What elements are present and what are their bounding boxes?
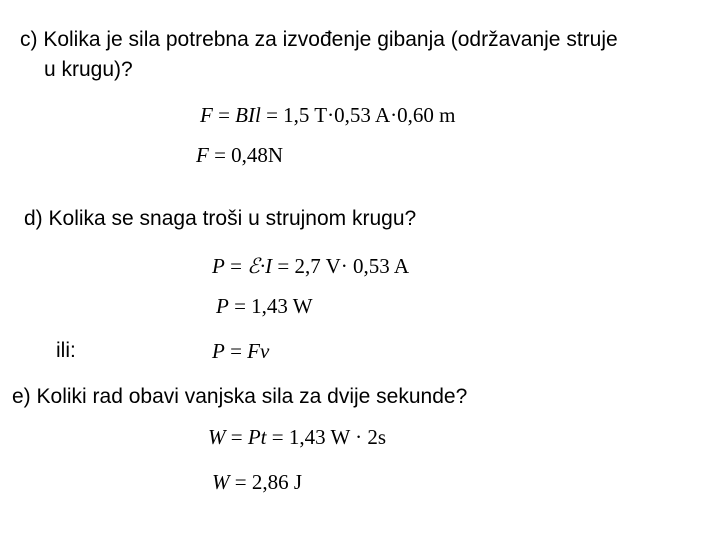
question-c-line1: c) Kolika je sila potrebna za izvođenje gibanja (održavanje struje: [20, 28, 618, 51]
formula-expression: Pt: [247, 425, 267, 449]
formula-expression: Fv: [247, 339, 270, 363]
question-e: e) Koliki rad obavi vanjska sila za dvije sekunde?: [12, 385, 468, 408]
formula-expression: ℰ·I: [247, 254, 273, 278]
formula-equals: =: [225, 425, 248, 449]
formula-power-calculation: [212, 253, 409, 279]
formula-values: = 1,43 W · 2s: [266, 425, 387, 449]
formula-force-result: [196, 142, 283, 168]
formula-values: = 2,7 V· 0,53 A: [272, 254, 410, 278]
formula-equals: =: [224, 254, 248, 278]
question-d: d) Kolika se snaga troši u strujnom krugu?: [24, 207, 417, 230]
formula-variable: F: [196, 143, 209, 167]
formula-work-calculation: [208, 424, 386, 450]
formula-variable: W: [212, 470, 230, 494]
formula-power-alternative: [212, 338, 269, 364]
formula-result: = 0,48N: [208, 143, 284, 167]
question-c-line2: u krugu)?: [44, 58, 133, 81]
formula-work-result: [212, 469, 302, 495]
formula-variable: P: [212, 254, 225, 278]
formula-result: = 2,86 J: [229, 470, 303, 494]
formula-variable: P: [212, 339, 225, 363]
formula-variable: W: [208, 425, 226, 449]
formula-variable: F: [200, 103, 213, 127]
formula-result: = 1,43 W: [228, 294, 313, 318]
formula-variable: P: [216, 294, 229, 318]
formula-power-result: [216, 293, 313, 319]
formula-values: = 1,5 T·0,53 A·0,60 m: [260, 103, 456, 127]
formula-expression: BIl: [235, 103, 261, 127]
formula-equals: =: [224, 339, 248, 363]
formula-equals: =: [212, 103, 236, 127]
formula-force-calculation: [200, 102, 455, 128]
alternative-label: ili:: [56, 339, 76, 362]
